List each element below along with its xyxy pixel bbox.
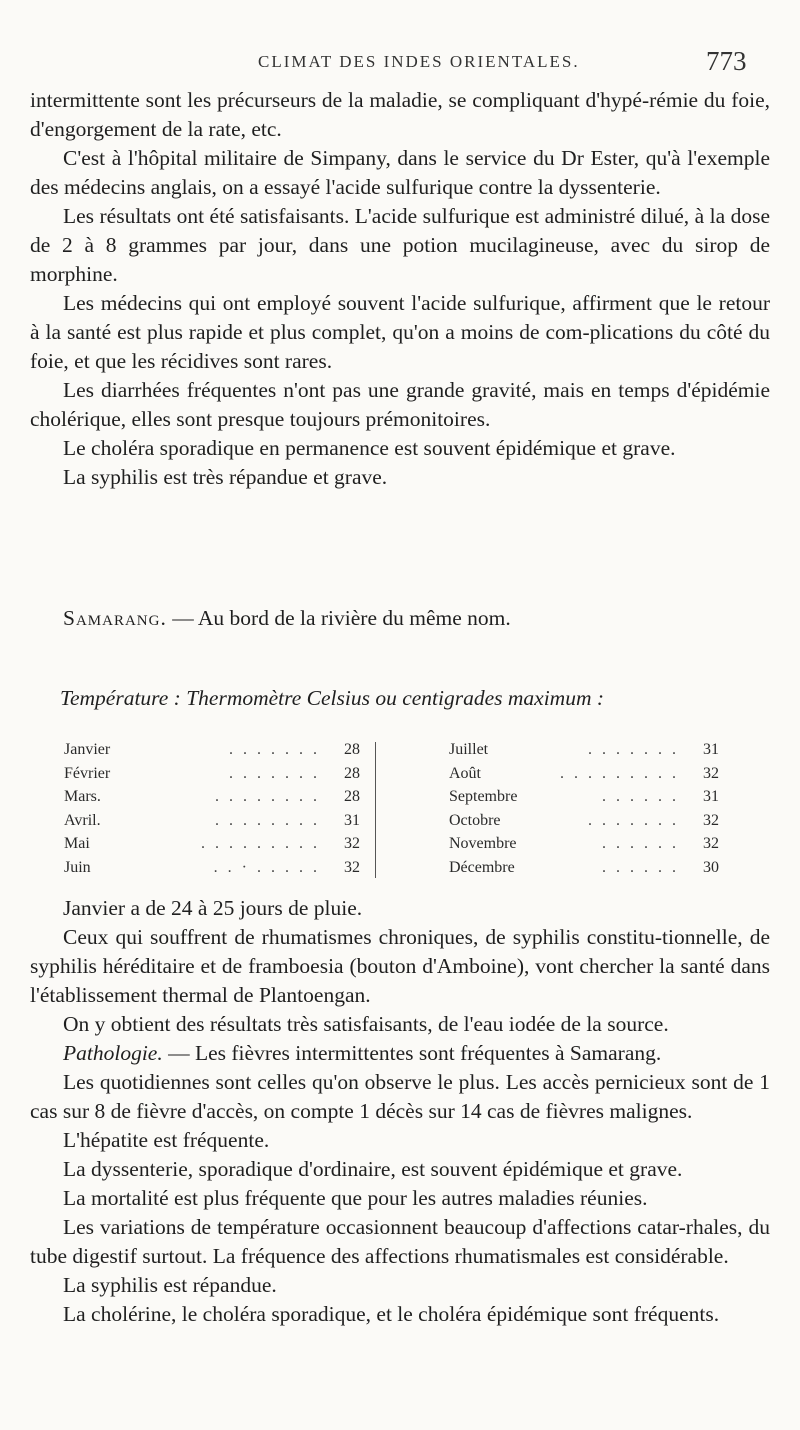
paragraph: La syphilis est répandue. <box>63 1273 277 1297</box>
table-row: Avril. . . . . . . . . 31 <box>64 811 360 829</box>
paragraph: Les résultats ont été satisfaisants. L'acide sulfurique est administré dilué, à la dose de 2 à 8 grammes par jour, dans une potion mucilagineuse, avec du sirop de morphine. <box>30 204 770 286</box>
paragraph: L'hépatite est fréquente. <box>63 1128 270 1152</box>
table-divider <box>375 742 376 878</box>
table-column-right <box>449 738 719 879</box>
table-row: Juillet . . . . . . . 31 <box>449 741 719 758</box>
section-label: Pathologie. <box>63 1041 163 1065</box>
paragraph: Le choléra sporadique en permanence est souvent épidémique et grave. <box>63 436 676 460</box>
table-row: Février . . . . . . . 28 <box>64 764 360 782</box>
page-header <box>0 34 800 74</box>
paragraph: C'est à l'hôpital militaire de Simpany, dans le service du Dr Ester, qu'à l'exemple des médecins anglais, on a essayé l'acide sulfurique contre la dyssenterie. <box>30 146 770 199</box>
section-text: — Au bord de la rivière du même nom. <box>166 606 511 630</box>
section-text: — Les fièvres intermittentes sont fréquentes à Samarang. <box>162 1041 662 1065</box>
paragraph: La mortalité est plus fréquente que pour les autres maladies réunies. <box>63 1186 648 1210</box>
paragraph: La syphilis est très répandue et grave. <box>63 465 388 489</box>
paragraph: Les médecins qui ont employé souvent l'acide sulfurique, affirment que le retour à la santé est plus rapide et plus complet, qu'on a moins de com-plications du côté du foie, et que les récidives sont rares. <box>30 291 770 373</box>
page-number: 773 <box>706 46 747 76</box>
table-row: Mai . . . . . . . . . 32 <box>64 835 360 852</box>
section-label: Samarang. <box>63 606 167 630</box>
table-row: Août . . . . . . . . . 32 <box>449 764 719 782</box>
table-row: Octobre . . . . . . . 32 <box>449 811 719 829</box>
table-row: Novembre . . . . . . 32 <box>449 835 719 852</box>
table-row: Septembre . . . . . . 31 <box>449 788 719 805</box>
paragraph: Janvier a de 24 à 25 jours de pluie. <box>63 896 363 920</box>
table-row: Décembre . . . . . . 30 <box>449 858 719 876</box>
paragraph: intermittente sont les précurseurs de la maladie, se compliquant d'hypé-rémie du foie, d'engorgement de la rate, etc. <box>30 88 770 141</box>
samarang-heading <box>30 604 770 633</box>
paragraph: Ceux qui souffrent de rhumatismes chroniques, de syphilis constitu-tionnelle, de syphilis héréditaire et de framboesia (bouton d'Amboine), vont chercher la santé dans l'établissement thermal de Plantoengan. <box>30 925 770 1007</box>
table-row: Juin . . · . . . . . 32 <box>64 858 360 876</box>
paragraph: Les variations de température occasionnent beaucoup d'affections catar-rhales, du tube digestif surtout. La fréquence des affections rhumatismales est considérable. <box>30 1215 770 1268</box>
paragraph: La dyssenterie, sporadique d'ordinaire, est souvent épidémique et grave. <box>63 1157 683 1181</box>
table-column-left <box>64 738 360 879</box>
running-head: CLIMAT DES INDES ORIENTALES. <box>258 52 580 71</box>
paragraph: Les diarrhées fréquentes n'ont pas une grande gravité, mais en temps d'épidémie cholérique, elles sont presque toujours prémonitoires. <box>30 378 770 431</box>
temperature-caption: Température : Thermomètre Celsius ou centigrades maximum : <box>60 686 605 710</box>
table-row: Mars. . . . . . . . . 28 <box>64 788 360 805</box>
paragraph: Les quotidiennes sont celles qu'on observe le plus. Les accès pernicieux sont de 1 cas sur 8 de fièvre d'accès, on compte 1 décès sur 14 cas de fièvres malignes. <box>30 1070 770 1123</box>
paragraph: La cholérine, le choléra sporadique, et le choléra épidémique sont fréquents. <box>63 1302 720 1326</box>
text-block-bottom <box>30 894 770 1329</box>
paragraph: On y obtient des résultats très satisfaisants, de l'eau iodée de la source. <box>63 1012 669 1036</box>
text-block-top <box>30 86 770 492</box>
table-row: Janvier . . . . . . . 28 <box>64 741 360 758</box>
